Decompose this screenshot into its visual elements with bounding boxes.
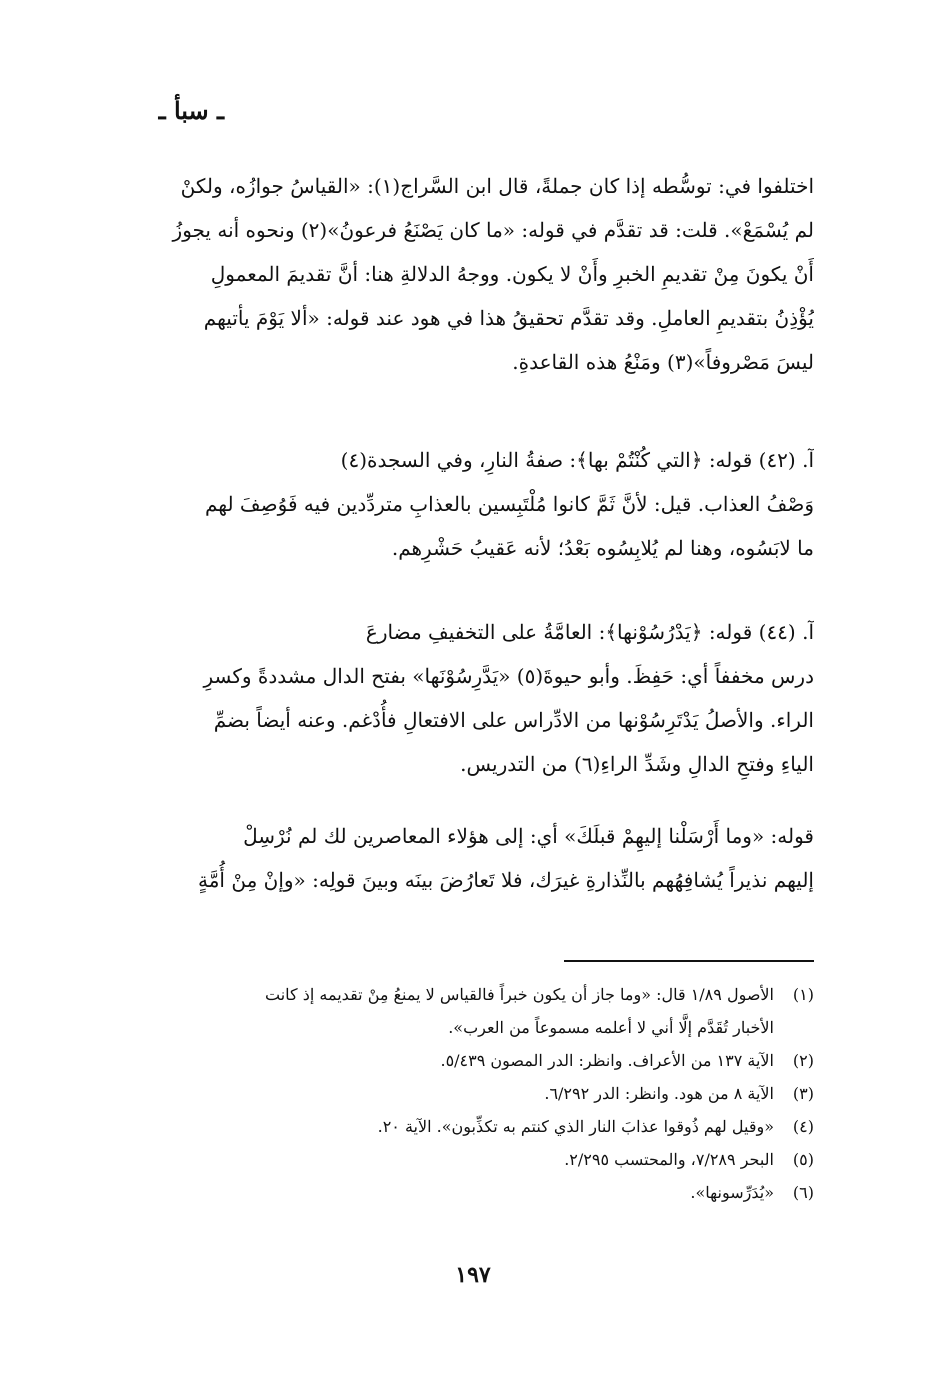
text-line: قوله: «وما أَرْسَلْنا إليهِمْ قبلَكَ» أي: إلى هؤلاء المعاصرين لك لم نُرْسِلْ <box>243 824 814 848</box>
text-line: وَصْفُ العذاب. قيل: لأنَّ ثَمَّ كانوا مُلْتَبِسين بالعذابِ متردِّدين فيه فَوُصِفَ لهم <box>204 492 814 516</box>
footnotes <box>114 978 814 1209</box>
footnote <box>114 1143 814 1176</box>
text-line: ما لابَسُوه، وهنا لم يُلابِسُوه بَعْدُ؛ لأنه عَقيبُ حَشْرِهم. <box>391 536 814 560</box>
footnote-number: (٦) <box>792 1183 814 1202</box>
footnote <box>114 1110 814 1143</box>
footnote-text: الآية ٨ من هود. وانظر: الدر ٦/٢٩٢. <box>544 1084 774 1103</box>
paragraph-2 <box>134 438 814 570</box>
footnote-number: (٣) <box>792 1084 814 1103</box>
text-line: يُؤْذِنُ بتقديمِ العاملِ. وقد تقدَّم تحقيقُ هذا في هود عند قوله: «ألا يَوْمَ يأتيهم <box>203 306 814 330</box>
footnote <box>114 1044 814 1077</box>
text-line: درس مخففاً أي: حَفِظَ. وأبو حيوةَ(٥) «يَدَّرِسُوْنَها» بفتح الدال مشددةً وكسرِ <box>203 664 814 688</box>
text-line: الراء. والأصلُ يَدْتَرِسُوْنها من الادِّراس على الافتعالِ فأُدْغم. وعنه أيضاً بضمِّ <box>213 708 814 732</box>
footnote-divider <box>564 960 814 962</box>
text-line: ليسَ مَصْروفاً»(٣) ومَنْعُ هذه القاعدةِ. <box>512 350 814 374</box>
footnote-text: «وقيل لهم ذُوقوا عذابَ النار الذي كنتم به تكذِّبون». الآية ٢٠. <box>377 1117 774 1136</box>
footnote-number: (٢) <box>792 1051 814 1070</box>
footnote-number: (١) <box>792 985 814 1004</box>
page-number: ١٩٧ <box>455 1262 491 1288</box>
text-line: لم يُسْمَعْ». قلت: قد تقدَّم في قوله: «ما كان يَصْنَعُ فرعونُ»(٢) ونحوه أنه يجوزُ <box>172 218 814 242</box>
text-line: آ. (٤٢) قوله: ﴿التي كُنْتُمْ بها﴾: صفةُ النارِ، وفي السجدة(٤) <box>340 448 814 472</box>
footnote-number: (٤) <box>792 1117 814 1136</box>
text-line: آ. (٤٤) قوله: ﴿يَدْرُسُوْنها﴾: العامَّةُ على التخفيفِ مضارعَ <box>365 620 814 644</box>
footnote-text: «يُدَرِّسونها». <box>690 1183 774 1202</box>
paragraph-4 <box>134 814 814 902</box>
footnote-text: الأخبار تُقَدَّم إلَّا أني لا أعلمه مسموعاً من العرب». <box>448 1018 774 1037</box>
paragraph-3 <box>134 610 814 786</box>
footnote <box>114 978 814 1044</box>
footnote-text: الأصول ١/٨٩ قال: «وما جاز أن يكون خبراً فالقياس لا يمنعُ مِنْ تقديمه إذ كانت <box>264 985 774 1004</box>
text-line: الياءِ وفتحِ الدالِ وشَدِّ الراءِ(٦) من التدريس. <box>460 752 814 776</box>
text-line: إليهم نذيراً يُشافِهُهم بالنِّذارةِ غيرَك، فلا تَعارُضَ بينَه وبينَ قولِه: «وإنْ مِنْ أُمَّةٍ <box>198 868 814 892</box>
text-line: أَنْ يكونَ مِنْ تقديمِ الخبرِ وأَنْ لا يكون. ووجهُ الدلالةِ هنا: أنَّ تقديمَ المعمولِ <box>210 262 814 286</box>
paragraph-1 <box>134 164 814 384</box>
footnote-text: البحر ٧/٢٨٩، والمحتسب ٢/٢٩٥. <box>564 1150 774 1169</box>
running-head: ـ سبأ ـ <box>158 96 224 125</box>
footnote <box>114 1176 814 1209</box>
footnote-text: الآية ١٣٧ من الأعراف. وانظر: الدر المصون ٥/٤٣٩. <box>440 1051 774 1070</box>
text-line: اختلفوا في: توسُّطه إذا كان جملةً، قال ابن السَّراج(١): «القياسُ جوازُه، ولكنْ <box>180 174 814 198</box>
footnote <box>114 1077 814 1110</box>
footnote-number: (٥) <box>792 1150 814 1169</box>
